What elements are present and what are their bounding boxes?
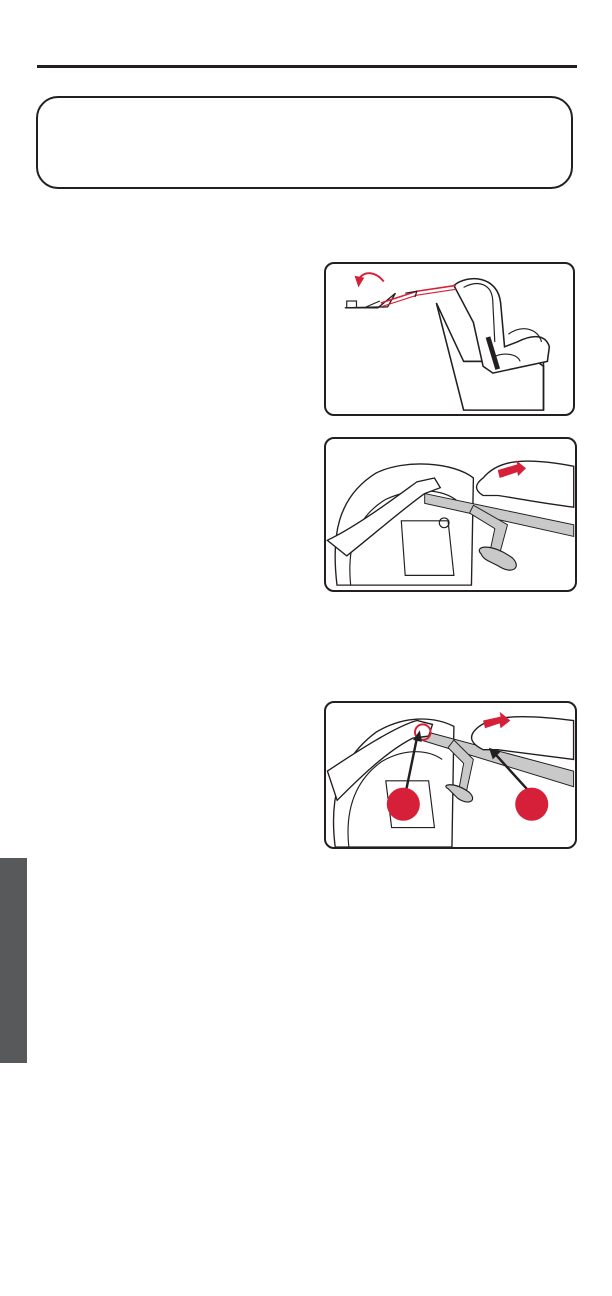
notice-box [36,96,573,189]
figure-tether-rotate [324,262,575,416]
section-side-tab [0,858,27,1063]
figure-strap-tighten [324,437,577,592]
figure-strap-release [324,701,577,849]
callout-badge-1 [387,788,420,821]
header-rule [37,65,577,68]
tether-rotate-illustration [326,264,573,414]
strap-tighten-illustration [326,439,575,590]
strap-release-illustration [326,703,575,847]
callout-badge-2 [515,788,548,821]
